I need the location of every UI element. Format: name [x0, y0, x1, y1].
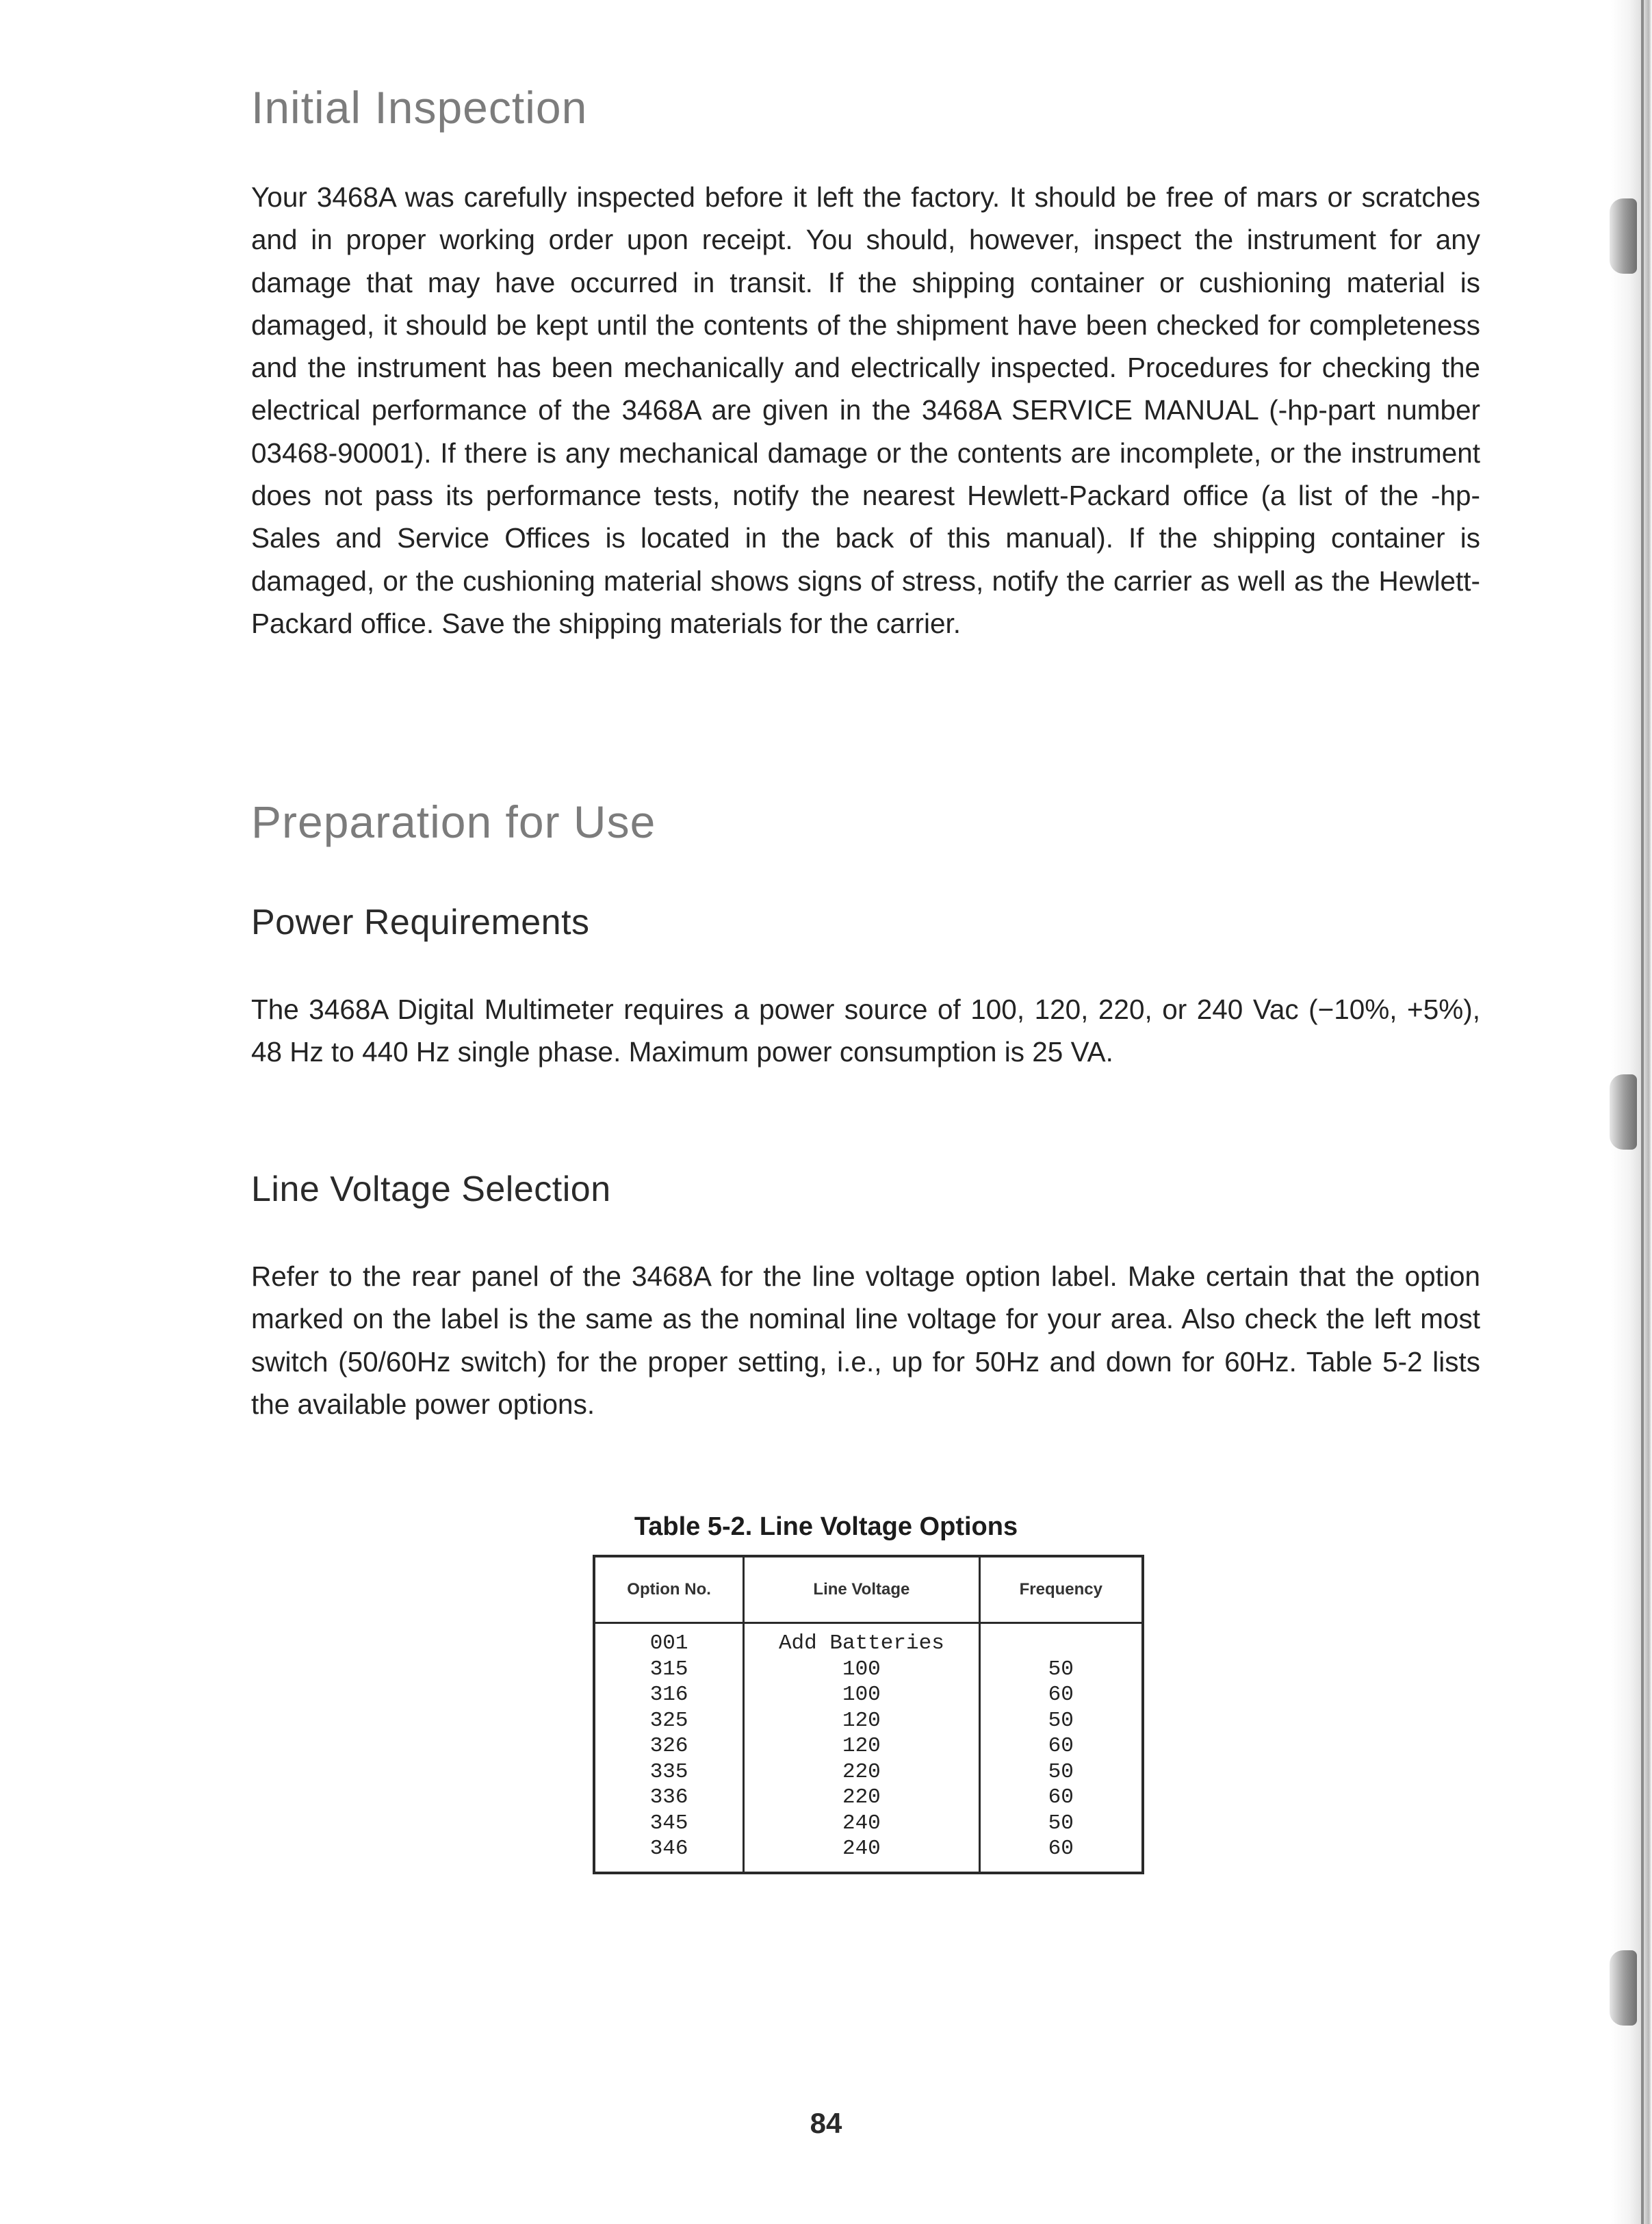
table-row — [594, 1785, 1143, 1811]
option-no-cell: 315 — [594, 1657, 744, 1683]
frequency-cell: 60 — [979, 1785, 1143, 1811]
binder-ring-middle — [1610, 1074, 1637, 1150]
table-caption: Table 5-2. Line Voltage Options — [634, 1512, 1018, 1541]
table-row — [594, 1733, 1143, 1759]
line-voltage-cell: 220 — [744, 1785, 979, 1811]
line-voltage-cell: 100 — [744, 1657, 979, 1683]
table-row — [594, 1623, 1143, 1657]
frequency-cell: 60 — [979, 1733, 1143, 1759]
option-no-cell: 325 — [594, 1708, 744, 1734]
page-number: 84 — [810, 2107, 842, 2139]
option-no-cell: 346 — [594, 1836, 744, 1873]
table-row — [594, 1759, 1143, 1785]
line-voltage-cell: Add Batteries — [744, 1623, 979, 1657]
frequency-cell: 50 — [979, 1708, 1143, 1734]
option-no-cell: 345 — [594, 1811, 744, 1837]
line-voltage-cell: 220 — [744, 1759, 979, 1785]
line-voltage-cell: 240 — [744, 1811, 979, 1837]
frequency-cell: 50 — [979, 1759, 1143, 1785]
option-no-cell: 335 — [594, 1759, 744, 1785]
option-no-cell: 336 — [594, 1785, 744, 1811]
frequency-cell: 50 — [979, 1657, 1143, 1683]
table-row — [594, 1836, 1143, 1873]
table-row — [594, 1682, 1143, 1708]
frequency-cell: 60 — [979, 1836, 1143, 1873]
line-voltage-cell: 240 — [744, 1836, 979, 1873]
initial-inspection-body: Your 3468A was carefully inspected before it left the factory. It should be free of mars or scratches and in proper working order upon receipt. You should, however, inspect the instrument for any damage that may have occurred in transit. If the shipping container or cushioning material is damaged, it should be kept until the contents of the shipment have been checked for completeness and the instrument has been mechanically and electrically inspected. Procedures for checking the electrical performance of the 3468A are given in the 3468A SERVICE MANUAL (-hp-part number 03468-90001). If there is any mechanical damage or the contents are incomplete, or the instrument does not pass its performance tests, notify the nearest Hewlett-Packard office (a list of the -hp- Sales and Service Offices is located in the back of this manual). If the shipping container is damaged, or the cushioning material shows signs of stress, notify the carrier as well as the Hewlett-Packard office. Save the shipping materials for the carrier. — [251, 181, 1480, 639]
initial-inspection-heading: Initial Inspection — [251, 82, 588, 133]
option-no-cell: 326 — [594, 1733, 744, 1759]
frequency-cell: 60 — [979, 1682, 1143, 1708]
option-no-cell: 316 — [594, 1682, 744, 1708]
line-voltage-cell: 120 — [744, 1733, 979, 1759]
binder-edge-line — [1641, 0, 1644, 2224]
table-header-row — [594, 1556, 1143, 1623]
option-no-cell: 001 — [594, 1623, 744, 1657]
line-voltage-selection-heading: Line Voltage Selection — [251, 1169, 611, 1209]
table-row — [594, 1708, 1143, 1734]
frequency-cell: 50 — [979, 1811, 1143, 1837]
binder-ring-bottom — [1610, 1950, 1637, 2026]
power-requirements-heading: Power Requirements — [251, 903, 590, 942]
table-row — [594, 1657, 1143, 1683]
line-voltage-cell: 100 — [744, 1682, 979, 1708]
frequency-cell — [979, 1623, 1143, 1657]
preparation-for-use-heading: Preparation for Use — [251, 797, 656, 847]
line-voltage-cell: 120 — [744, 1708, 979, 1734]
header-frequency: Frequency — [979, 1556, 1143, 1623]
line-voltage-options-table — [593, 1555, 1144, 1874]
table-row — [594, 1811, 1143, 1837]
binder-ring-top — [1610, 198, 1637, 274]
header-option-no: Option No. — [594, 1556, 744, 1623]
power-requirements-body: The 3468A Digital Multimeter requires a power source of 100, 120, 220, or 240 Vac (−10%, +5%), 48 Hz to 440 Hz single phase. Maximum power consumption is 25 VA. — [251, 994, 1480, 1068]
line-voltage-selection-body: Refer to the rear panel of the 3468A for the line voltage option label. Make certain that the option marked on the label is the same as the nominal line voltage for your area. Also check the left most switch (50/60Hz switch) for the proper setting, i.e., up for 50Hz and down for 60Hz. Table 5-2 lists the available power options. — [251, 1260, 1480, 1420]
header-line-voltage: Line Voltage — [744, 1556, 979, 1623]
